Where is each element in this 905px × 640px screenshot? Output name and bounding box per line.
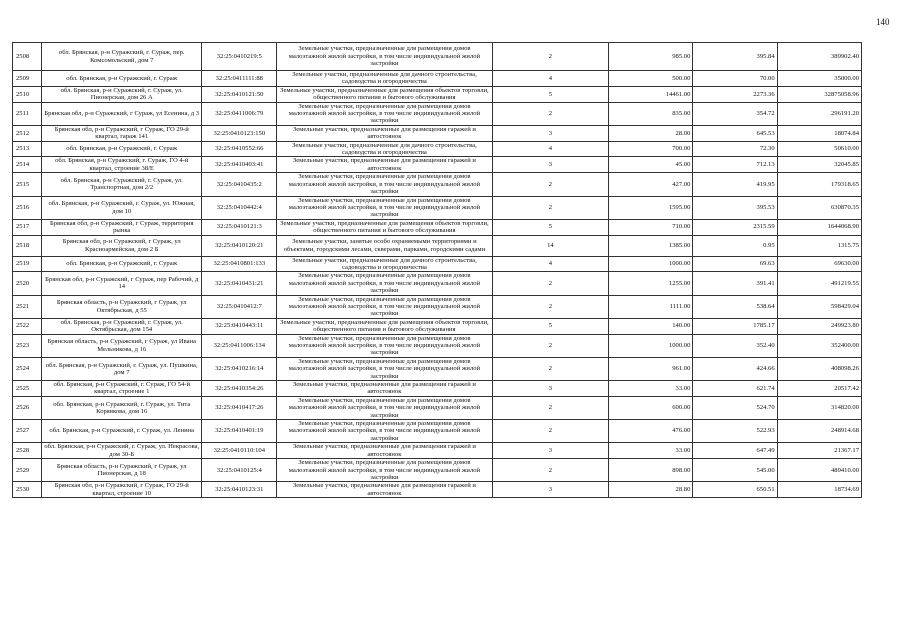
area-cell: 835.00 bbox=[609, 102, 693, 125]
group-cell: 4 bbox=[492, 71, 609, 87]
cadastral-number-cell: 32:25:0410443:11 bbox=[202, 318, 277, 334]
land-use-cell: Земельные участки, предназначенные для размещения домов малоэтажной жилой застройки, в том числе индивидуальной жилой застройки bbox=[277, 295, 492, 318]
specific-value-cell: 545.00 bbox=[693, 459, 777, 482]
cadastral-number-cell: 32:25:0410219:5 bbox=[202, 43, 277, 71]
table-row bbox=[13, 357, 862, 380]
cadastral-value-cell: 389902.40 bbox=[777, 43, 861, 71]
cadastral-number-cell: 32:25:0410412:7 bbox=[202, 295, 277, 318]
table-row bbox=[13, 102, 862, 125]
address-cell: обл. Брянская, р-н Суражский, г. Сураж, ул. Октябрьская, дом 154 bbox=[42, 318, 202, 334]
specific-value-cell: 352.40 bbox=[693, 334, 777, 357]
row-number-cell: 2524 bbox=[13, 357, 42, 380]
group-cell: 5 bbox=[492, 86, 609, 102]
specific-value-cell: 72.30 bbox=[693, 141, 777, 157]
table-row bbox=[13, 86, 862, 102]
table-row bbox=[13, 125, 862, 141]
area-cell: 1385.00 bbox=[609, 235, 693, 256]
cadastral-number-cell: 32:25:0410403:41 bbox=[202, 157, 277, 173]
cadastral-number-cell: 32:25:0410431:21 bbox=[202, 272, 277, 295]
cadastral-number-cell: 32:25:0410801:133 bbox=[202, 256, 277, 272]
specific-value-cell: 650.51 bbox=[693, 482, 777, 498]
specific-value-cell: 395.84 bbox=[693, 43, 777, 71]
row-number-cell: 2516 bbox=[13, 196, 42, 219]
specific-value-cell: 0.95 bbox=[693, 235, 777, 256]
row-number-cell: 2509 bbox=[13, 71, 42, 87]
specific-value-cell: 538.64 bbox=[693, 295, 777, 318]
land-use-cell: Земельные участки, предназначенные для размещения домов малоэтажной жилой застройки, в том числе индивидуальной жилой застройки bbox=[277, 102, 492, 125]
row-number-cell: 2523 bbox=[13, 334, 42, 357]
address-cell: Брянская область, р-н Суражский, г Сураж, ул Ивана Мельникова, д 16 bbox=[42, 334, 202, 357]
area-cell: 45.00 bbox=[609, 157, 693, 173]
land-use-cell: Земельные участки, предназначенные для размещения домов малоэтажной жилой застройки, в том числе индивидуальной жилой застройки bbox=[277, 459, 492, 482]
address-cell: обл. Брянская, р-н Суражский, г. Сураж, ул. Транспортная, дом 2/2 bbox=[42, 173, 202, 196]
table-row bbox=[13, 235, 862, 256]
cadastral-value-cell: 489410.00 bbox=[777, 459, 861, 482]
land-use-cell: Земельные участки, предназначенные для размещения домов малоэтажной жилой застройки, в том числе индивидуальной жилой застройки bbox=[277, 272, 492, 295]
row-number-cell: 2530 bbox=[13, 482, 42, 498]
address-cell: Брянская обл, р-н Суражский, г Сураж, ул Красноармейская, дом 2 Б bbox=[42, 235, 202, 256]
address-cell: обл. Брянская, р-н Суражский, г. Сураж bbox=[42, 71, 202, 87]
cadastral-number-cell: 32:25:0410120:21 bbox=[202, 235, 277, 256]
address-cell: обл. Брянская, р-н Суражский, г. Сураж, ГО 4-й квартал, строение 38/Е bbox=[42, 157, 202, 173]
cadastral-number-cell: 32:25:0410442:4 bbox=[202, 196, 277, 219]
area-cell: 28.80 bbox=[609, 482, 693, 498]
group-cell: 3 bbox=[492, 157, 609, 173]
cadastral-value-cell: 1644068.90 bbox=[777, 219, 861, 235]
address-cell: обл. Брянская, р-н Суражский, г. Сураж, пер. Комсомольский, дом 7 bbox=[42, 43, 202, 71]
specific-value-cell: 645.53 bbox=[693, 125, 777, 141]
cadastral-value-cell: 598429.04 bbox=[777, 295, 861, 318]
group-cell: 2 bbox=[492, 295, 609, 318]
land-use-cell: Земельные участки, предназначенные для размещения домов малоэтажной жилой застройки, в том числе индивидуальной жилой застройки bbox=[277, 196, 492, 219]
group-cell: 5 bbox=[492, 219, 609, 235]
area-cell: 28.00 bbox=[609, 125, 693, 141]
land-use-cell: Земельные участки, занятые особо охраняемыми территориями и объектами, городскими лесами, скверами, парками, городскими садами bbox=[277, 235, 492, 256]
row-number-cell: 2528 bbox=[13, 443, 42, 459]
cadastral-number-cell: 32:25:0410216:14 bbox=[202, 357, 277, 380]
area-cell: 898.00 bbox=[609, 459, 693, 482]
row-number-cell: 2529 bbox=[13, 459, 42, 482]
group-cell: 2 bbox=[492, 459, 609, 482]
cadastral-value-cell: 18734.69 bbox=[777, 482, 861, 498]
cadastral-value-cell: 179318.65 bbox=[777, 173, 861, 196]
group-cell: 2 bbox=[492, 196, 609, 219]
table-row bbox=[13, 381, 862, 397]
area-cell: 700.00 bbox=[609, 141, 693, 157]
address-cell: Брянская обл, р-н Суражский, г Сураж, пер Рабочий, д 14 bbox=[42, 272, 202, 295]
cadastral-value-cell: 50610.00 bbox=[777, 141, 861, 157]
specific-value-cell: 524.70 bbox=[693, 396, 777, 419]
address-cell: Брянская обл, р-н Суражский, г Сураж, территория рынка bbox=[42, 219, 202, 235]
cadastral-value-cell: 248914.68 bbox=[777, 420, 861, 443]
row-number-cell: 2522 bbox=[13, 318, 42, 334]
specific-value-cell: 2315.59 bbox=[693, 219, 777, 235]
land-use-cell: Земельные участки, предназначенные для дачного строительства, садоводства и огородничества bbox=[277, 141, 492, 157]
land-use-cell: Земельные участки, предназначенные для размещения домов малоэтажной жилой застройки, в том числе индивидуальной жилой застройки bbox=[277, 173, 492, 196]
row-number-cell: 2508 bbox=[13, 43, 42, 71]
table-row bbox=[13, 443, 862, 459]
address-cell: Брянская обл, р-н Суражский, г Сураж, ГО 29-й квартал, строение 10 bbox=[42, 482, 202, 498]
cadastral-number-cell: 32:25:0410401:19 bbox=[202, 420, 277, 443]
address-cell: обл. Брянская, р-н Суражский, г. Сураж, ул. Тита Корявкова, дом 16 bbox=[42, 396, 202, 419]
area-cell: 1255.00 bbox=[609, 272, 693, 295]
cadastral-number-cell: 32:25:0410125:4 bbox=[202, 459, 277, 482]
cadastral-value-cell: 491219.55 bbox=[777, 272, 861, 295]
land-use-cell: Земельные участки, предназначенные для дачного строительства, садоводства и огородничества bbox=[277, 256, 492, 272]
cadastral-number-cell: 32:25:0410552:66 bbox=[202, 141, 277, 157]
address-cell: Брянская обл, р-н Суражский, г Сураж, ГО 29-й квартал, гараж 141 bbox=[42, 125, 202, 141]
table-row bbox=[13, 295, 862, 318]
group-cell: 2 bbox=[492, 43, 609, 71]
cadastral-number-cell: 32:25:0411006:134 bbox=[202, 334, 277, 357]
land-use-cell: Земельные участки, предназначенные для размещения объектов торговли, общественного питания и бытового обслуживания bbox=[277, 219, 492, 235]
cadastral-value-cell: 630870.35 bbox=[777, 196, 861, 219]
address-cell: обл. Брянская, р-н Суражский, г. Сураж, ул. Ленина bbox=[42, 420, 202, 443]
cadastral-value-cell: 35000.00 bbox=[777, 71, 861, 87]
group-cell: 3 bbox=[492, 482, 609, 498]
area-cell: 1000.00 bbox=[609, 334, 693, 357]
area-cell: 1111.00 bbox=[609, 295, 693, 318]
specific-value-cell: 621.74 bbox=[693, 381, 777, 397]
group-cell: 2 bbox=[492, 420, 609, 443]
group-cell: 4 bbox=[492, 141, 609, 157]
specific-value-cell: 70.00 bbox=[693, 71, 777, 87]
group-cell: 2 bbox=[492, 334, 609, 357]
group-cell: 3 bbox=[492, 381, 609, 397]
land-use-cell: Земельные участки, предназначенные для размещения гаражей и автостоянок bbox=[277, 157, 492, 173]
address-cell: обл. Брянская, р-н Суражский, г. Сураж, ул. Пушкина, дом 7 bbox=[42, 357, 202, 380]
cadastral-number-cell: 32:25:0410121:3 bbox=[202, 219, 277, 235]
table-row bbox=[13, 157, 862, 173]
row-number-cell: 2521 bbox=[13, 295, 42, 318]
row-number-cell: 2513 bbox=[13, 141, 42, 157]
cadastral-number-cell: 32:25:0411111:88 bbox=[202, 71, 277, 87]
cadastral-number-cell: 32:25:0410123:150 bbox=[202, 125, 277, 141]
row-number-cell: 2515 bbox=[13, 173, 42, 196]
area-cell: 33.00 bbox=[609, 443, 693, 459]
area-cell: 476.00 bbox=[609, 420, 693, 443]
specific-value-cell: 69.63 bbox=[693, 256, 777, 272]
address-cell: обл. Брянская, р-н Суражский, г. Сураж, ГО 54-й квартал, строение 1 bbox=[42, 381, 202, 397]
address-cell: обл. Брянская, р-н Суражский, г. Сураж bbox=[42, 256, 202, 272]
group-cell: 14 bbox=[492, 235, 609, 256]
group-cell: 2 bbox=[492, 102, 609, 125]
address-cell: обл. Брянская, р-н Суражский, г. Сураж, ул. Южная, дом 10 bbox=[42, 196, 202, 219]
specific-value-cell: 522.93 bbox=[693, 420, 777, 443]
row-number-cell: 2518 bbox=[13, 235, 42, 256]
row-number-cell: 2519 bbox=[13, 256, 42, 272]
area-cell: 14461.00 bbox=[609, 86, 693, 102]
area-cell: 600.00 bbox=[609, 396, 693, 419]
specific-value-cell: 1785.17 bbox=[693, 318, 777, 334]
specific-value-cell: 712.13 bbox=[693, 157, 777, 173]
cadastral-value-cell: 249923.80 bbox=[777, 318, 861, 334]
specific-value-cell: 647.49 bbox=[693, 443, 777, 459]
area-cell: 710.00 bbox=[609, 219, 693, 235]
address-cell: Брянская область, р-н Суражский, г Сураж, ул Пионерская, д 18 bbox=[42, 459, 202, 482]
row-number-cell: 2520 bbox=[13, 272, 42, 295]
group-cell: 3 bbox=[492, 443, 609, 459]
cadastral-number-cell: 32:25:0410123:31 bbox=[202, 482, 277, 498]
table-row bbox=[13, 141, 862, 157]
row-number-cell: 2514 bbox=[13, 157, 42, 173]
group-cell: 4 bbox=[492, 256, 609, 272]
row-number-cell: 2526 bbox=[13, 396, 42, 419]
cadastral-value-cell: 352400.00 bbox=[777, 334, 861, 357]
area-cell: 1595.00 bbox=[609, 196, 693, 219]
cadastral-number-cell: 32:25:0410354:26 bbox=[202, 381, 277, 397]
group-cell: 3 bbox=[492, 125, 609, 141]
land-use-cell: Земельные участки, предназначенные для размещения гаражей и автостоянок bbox=[277, 443, 492, 459]
specific-value-cell: 391.41 bbox=[693, 272, 777, 295]
row-number-cell: 2517 bbox=[13, 219, 42, 235]
table-row bbox=[13, 459, 862, 482]
table-row bbox=[13, 272, 862, 295]
row-number-cell: 2510 bbox=[13, 86, 42, 102]
land-use-cell: Земельные участки, предназначенные для размещения объектов торговли, общественного питания и бытового обслуживания bbox=[277, 318, 492, 334]
cadastral-number-cell: 32:25:0410110:104 bbox=[202, 443, 277, 459]
cadastral-value-cell: 296191.20 bbox=[777, 102, 861, 125]
land-use-cell: Земельные участки, предназначенные для размещения гаражей и автостоянок bbox=[277, 125, 492, 141]
land-use-cell: Земельные участки, предназначенные для размещения гаражей и автостоянок bbox=[277, 482, 492, 498]
area-cell: 985.00 bbox=[609, 43, 693, 71]
table-row bbox=[13, 71, 862, 87]
table-row bbox=[13, 219, 862, 235]
cadastral-value-cell: 21367.17 bbox=[777, 443, 861, 459]
cadastral-number-cell: 32:25:0411006:79 bbox=[202, 102, 277, 125]
area-cell: 1000.00 bbox=[609, 256, 693, 272]
cadastral-value-cell: 1315.75 bbox=[777, 235, 861, 256]
land-use-cell: Земельные участки, предназначенные для размещения домов малоэтажной жилой застройки, в том числе индивидуальной жилой застройки bbox=[277, 396, 492, 419]
area-cell: 140.00 bbox=[609, 318, 693, 334]
area-cell: 500.00 bbox=[609, 71, 693, 87]
land-use-cell: Земельные участки, предназначенные для дачного строительства, садоводства и огородничества bbox=[277, 71, 492, 87]
land-use-cell: Земельные участки, предназначенные для размещения объектов торговли, общественного питания и бытового обслуживания bbox=[277, 86, 492, 102]
land-registry-table bbox=[12, 42, 862, 498]
cadastral-number-cell: 32:25:0410417:26 bbox=[202, 396, 277, 419]
specific-value-cell: 354.72 bbox=[693, 102, 777, 125]
specific-value-cell: 419.95 bbox=[693, 173, 777, 196]
land-use-cell: Земельные участки, предназначенные для размещения гаражей и автостоянок bbox=[277, 381, 492, 397]
group-cell: 2 bbox=[492, 272, 609, 295]
area-cell: 33.00 bbox=[609, 381, 693, 397]
row-number-cell: 2525 bbox=[13, 381, 42, 397]
table-row bbox=[13, 256, 862, 272]
group-cell: 2 bbox=[492, 357, 609, 380]
land-use-cell: Земельные участки, предназначенные для размещения домов малоэтажной жилой застройки, в том числе индивидуальной жилой застройки bbox=[277, 334, 492, 357]
row-number-cell: 2511 bbox=[13, 102, 42, 125]
group-cell: 5 bbox=[492, 318, 609, 334]
group-cell: 2 bbox=[492, 396, 609, 419]
table-row bbox=[13, 482, 862, 498]
address-cell: обл. Брянская, р-н Суражский, г. Сураж bbox=[42, 141, 202, 157]
page-number: 140 bbox=[876, 17, 890, 27]
row-number-cell: 2512 bbox=[13, 125, 42, 141]
area-cell: 427.00 bbox=[609, 173, 693, 196]
address-cell: обл. Брянская, р-н Суражский, г. Сураж, ул. Пионерская, дом 26 А bbox=[42, 86, 202, 102]
table-row bbox=[13, 318, 862, 334]
table-row bbox=[13, 334, 862, 357]
row-number-cell: 2527 bbox=[13, 420, 42, 443]
address-cell: Брянская обл, р-н Суражский, г Сураж, ул Есенина, д 3 bbox=[42, 102, 202, 125]
cadastral-number-cell: 32:25:0410121:50 bbox=[202, 86, 277, 102]
table-row bbox=[13, 420, 862, 443]
address-cell: обл. Брянская, р-н Суражский, г. Сураж, ул. Некрасова, дом 30-Б bbox=[42, 443, 202, 459]
table-body bbox=[13, 43, 862, 498]
table-row bbox=[13, 173, 862, 196]
cadastral-value-cell: 408098.26 bbox=[777, 357, 861, 380]
specific-value-cell: 424.66 bbox=[693, 357, 777, 380]
cadastral-value-cell: 32045.85 bbox=[777, 157, 861, 173]
specific-value-cell: 2273.36 bbox=[693, 86, 777, 102]
cadastral-value-cell: 18074.84 bbox=[777, 125, 861, 141]
cadastral-number-cell: 32:25:0410435:2 bbox=[202, 173, 277, 196]
cadastral-value-cell: 314820.00 bbox=[777, 396, 861, 419]
cadastral-value-cell: 32875058.96 bbox=[777, 86, 861, 102]
table-row bbox=[13, 43, 862, 71]
table-row bbox=[13, 396, 862, 419]
table-row bbox=[13, 196, 862, 219]
cadastral-value-cell: 20517.42 bbox=[777, 381, 861, 397]
group-cell: 2 bbox=[492, 173, 609, 196]
land-use-cell: Земельные участки, предназначенные для размещения домов малоэтажной жилой застройки, в том числе индивидуальной жилой застройки bbox=[277, 357, 492, 380]
land-use-cell: Земельные участки, предназначенные для размещения домов малоэтажной жилой застройки, в том числе индивидуальной жилой застройки bbox=[277, 420, 492, 443]
address-cell: Брянская область, р-н Суражский, г Сураж, ул Октябрьская, д 55 bbox=[42, 295, 202, 318]
area-cell: 961.00 bbox=[609, 357, 693, 380]
cadastral-value-cell: 69630.00 bbox=[777, 256, 861, 272]
specific-value-cell: 395.53 bbox=[693, 196, 777, 219]
land-use-cell: Земельные участки, предназначенные для размещения домов малоэтажной жилой застройки, в том числе индивидуальной жилой застройки bbox=[277, 43, 492, 71]
